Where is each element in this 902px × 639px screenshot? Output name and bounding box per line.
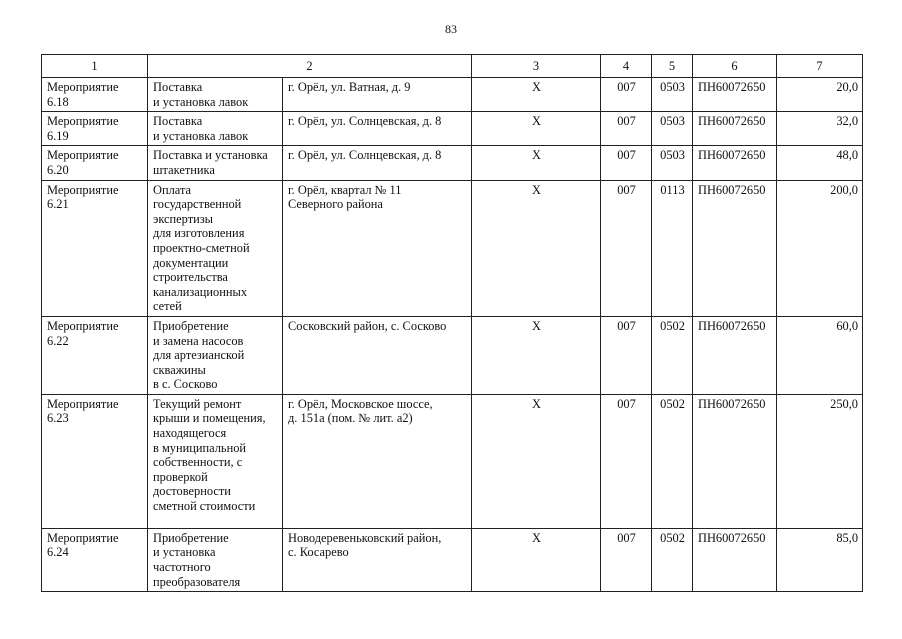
table-body bbox=[42, 78, 863, 592]
event-id-cell bbox=[42, 394, 148, 528]
event-description-cell-line: преобразователя bbox=[153, 574, 241, 589]
event-address-cell-line: г. Орёл, Московское шоссе, bbox=[288, 396, 433, 411]
target-code-cell: ПН60072650 bbox=[693, 78, 777, 112]
event-description-cell-line: Приобретение bbox=[153, 530, 229, 545]
column-4-cell: 007 bbox=[601, 146, 652, 180]
event-description-cell bbox=[148, 316, 283, 394]
amount-cell: 250,0 bbox=[777, 394, 863, 528]
event-description-cell-line: Текущий ремонт bbox=[153, 396, 242, 411]
target-code-cell: ПН60072650 bbox=[693, 112, 777, 146]
event-description-cell-line: достоверности bbox=[153, 484, 231, 499]
event-description-cell-line: и установка лавок bbox=[153, 94, 249, 109]
column-3-cell: Х bbox=[472, 180, 601, 316]
event-description-cell-line: Поставка bbox=[153, 114, 203, 129]
event-description-cell-line: находящегося bbox=[153, 426, 227, 441]
event-id-cell-line: 6.19 bbox=[47, 128, 69, 143]
event-description-cell-line: штакетника bbox=[153, 162, 215, 177]
event-address-cell bbox=[283, 112, 472, 146]
event-id-cell-line: Мероприятие bbox=[47, 396, 119, 411]
event-description-cell-line: собственности, с bbox=[153, 455, 243, 470]
event-address-cell bbox=[283, 78, 472, 112]
target-code-cell: ПН60072650 bbox=[693, 394, 777, 528]
event-description-cell-line: в с. Сосково bbox=[153, 377, 218, 392]
event-address-cell-line: с. Косарево bbox=[288, 545, 349, 560]
event-description-cell-line: документации bbox=[153, 255, 229, 270]
column-5-cell: 0502 bbox=[652, 316, 693, 394]
table-row bbox=[42, 528, 863, 591]
event-id-cell-line: 6.24 bbox=[47, 545, 69, 560]
event-id-cell-line: Мероприятие bbox=[47, 148, 119, 163]
event-address-cell-line: г. Орёл, ул. Ватная, д. 9 bbox=[288, 80, 411, 94]
event-description-cell-line: Оплата bbox=[153, 182, 192, 197]
table-row bbox=[42, 112, 863, 146]
event-description-cell-line: сметной стоимости bbox=[153, 499, 256, 514]
event-description-cell-line: государственной bbox=[153, 197, 242, 212]
event-id-cell-line: Мероприятие bbox=[47, 80, 119, 94]
header-cell: 2 bbox=[148, 55, 472, 78]
event-id-cell-line: 6.23 bbox=[47, 411, 69, 426]
event-address-cell-line: Сосковский район, с. Сосково bbox=[288, 318, 447, 333]
event-address-cell bbox=[283, 528, 472, 591]
column-4-cell: 007 bbox=[601, 180, 652, 316]
event-id-cell bbox=[42, 78, 148, 112]
event-description-cell-line: Поставка bbox=[153, 80, 203, 94]
event-description-cell-line: крыши и помещения, bbox=[153, 411, 266, 426]
event-id-cell bbox=[42, 180, 148, 316]
event-description-cell-line: частотного bbox=[153, 560, 211, 575]
column-5-cell: 0502 bbox=[652, 528, 693, 591]
column-3-cell: Х bbox=[472, 528, 601, 591]
event-description-cell bbox=[148, 394, 283, 528]
event-description-cell bbox=[148, 528, 283, 591]
header-cell: 6 bbox=[693, 55, 777, 78]
event-address-cell bbox=[283, 180, 472, 316]
event-description-cell-line: Приобретение bbox=[153, 318, 229, 333]
event-description-cell-line: экспертизы bbox=[153, 211, 213, 226]
budget-table bbox=[41, 54, 863, 592]
event-description-cell-line: в муниципальной bbox=[153, 440, 247, 455]
column-5-cell: 0113 bbox=[652, 180, 693, 316]
column-4-cell: 007 bbox=[601, 78, 652, 112]
amount-cell: 48,0 bbox=[777, 146, 863, 180]
table-row bbox=[42, 394, 863, 528]
column-3-cell: Х bbox=[472, 112, 601, 146]
table-row bbox=[42, 316, 863, 394]
event-id-cell-line: 6.20 bbox=[47, 162, 69, 177]
event-description-cell-line: и установка лавок bbox=[153, 128, 249, 143]
event-description-cell-line: скважины bbox=[153, 362, 206, 377]
event-id-cell-line: Мероприятие bbox=[47, 530, 119, 545]
event-address-cell bbox=[283, 394, 472, 528]
column-3-cell: Х bbox=[472, 78, 601, 112]
event-id-cell bbox=[42, 112, 148, 146]
event-address-cell-line: Северного района bbox=[288, 197, 383, 212]
event-id-cell-line: 6.21 bbox=[47, 197, 69, 212]
event-id-cell bbox=[42, 528, 148, 591]
event-address-cell bbox=[283, 316, 472, 394]
event-description-cell-line: сетей bbox=[153, 299, 182, 314]
event-address-cell-line: г. Орёл, ул. Солнцевская, д. 8 bbox=[288, 148, 442, 163]
event-description-cell-line: Поставка и установка bbox=[153, 148, 268, 163]
event-address-cell bbox=[283, 146, 472, 180]
event-id-cell-line: 6.18 bbox=[47, 94, 69, 109]
amount-cell: 60,0 bbox=[777, 316, 863, 394]
event-address-cell-line: Новодеревеньковский район, bbox=[288, 530, 442, 545]
table-row bbox=[42, 78, 863, 112]
event-description-cell-line: канализационных bbox=[153, 284, 248, 299]
target-code-cell: ПН60072650 bbox=[693, 180, 777, 316]
target-code-cell: ПН60072650 bbox=[693, 146, 777, 180]
target-code-cell: ПН60072650 bbox=[693, 528, 777, 591]
header-cell: 7 bbox=[777, 55, 863, 78]
amount-cell: 200,0 bbox=[777, 180, 863, 316]
amount-cell: 20,0 bbox=[777, 78, 863, 112]
event-description-cell bbox=[148, 112, 283, 146]
event-description-cell-line: для артезианской bbox=[153, 348, 245, 363]
event-id-cell-line: Мероприятие bbox=[47, 318, 119, 333]
column-3-cell: Х bbox=[472, 394, 601, 528]
column-4-cell: 007 bbox=[601, 316, 652, 394]
amount-cell: 85,0 bbox=[777, 528, 863, 591]
event-description-cell-line: строительства bbox=[153, 270, 228, 285]
event-description-cell-line: проектно-сметной bbox=[153, 240, 250, 255]
event-description-cell-line: для изготовления bbox=[153, 226, 245, 241]
column-4-cell: 007 bbox=[601, 528, 652, 591]
header-cell: 1 bbox=[42, 55, 148, 78]
page-number: 83 bbox=[445, 22, 457, 36]
event-id-cell-line: 6.22 bbox=[47, 333, 69, 348]
column-4-cell: 007 bbox=[601, 394, 652, 528]
event-description-cell-line: проверкой bbox=[153, 469, 208, 484]
amount-cell: 32,0 bbox=[777, 112, 863, 146]
header-cell: 3 bbox=[472, 55, 601, 78]
event-id-cell bbox=[42, 146, 148, 180]
event-description-cell bbox=[148, 180, 283, 316]
header-cell: 5 bbox=[652, 55, 693, 78]
column-5-cell: 0503 bbox=[652, 112, 693, 146]
header-cell: 4 bbox=[601, 55, 652, 78]
column-5-cell: 0502 bbox=[652, 394, 693, 528]
column-3-cell: Х bbox=[472, 316, 601, 394]
table-row bbox=[42, 180, 863, 316]
column-4-cell: 007 bbox=[601, 112, 652, 146]
event-address-cell-line: г. Орёл, квартал № 11 bbox=[288, 182, 402, 197]
event-description-cell-line: и замена насосов bbox=[153, 333, 244, 348]
event-id-cell-line: Мероприятие bbox=[47, 114, 119, 129]
event-id-cell bbox=[42, 316, 148, 394]
event-description-cell bbox=[148, 78, 283, 112]
event-description-cell bbox=[148, 146, 283, 180]
column-3-cell: Х bbox=[472, 146, 601, 180]
event-id-cell-line: Мероприятие bbox=[47, 182, 119, 197]
column-5-cell: 0503 bbox=[652, 146, 693, 180]
event-address-cell-line: г. Орёл, ул. Солнцевская, д. 8 bbox=[288, 114, 442, 129]
table-row bbox=[42, 146, 863, 180]
event-description-cell-line: и установка bbox=[153, 545, 216, 560]
header-row bbox=[42, 55, 863, 78]
column-5-cell: 0503 bbox=[652, 78, 693, 112]
target-code-cell: ПН60072650 bbox=[693, 316, 777, 394]
event-address-cell-line: д. 151а (пом. № лит. а2) bbox=[288, 411, 413, 426]
